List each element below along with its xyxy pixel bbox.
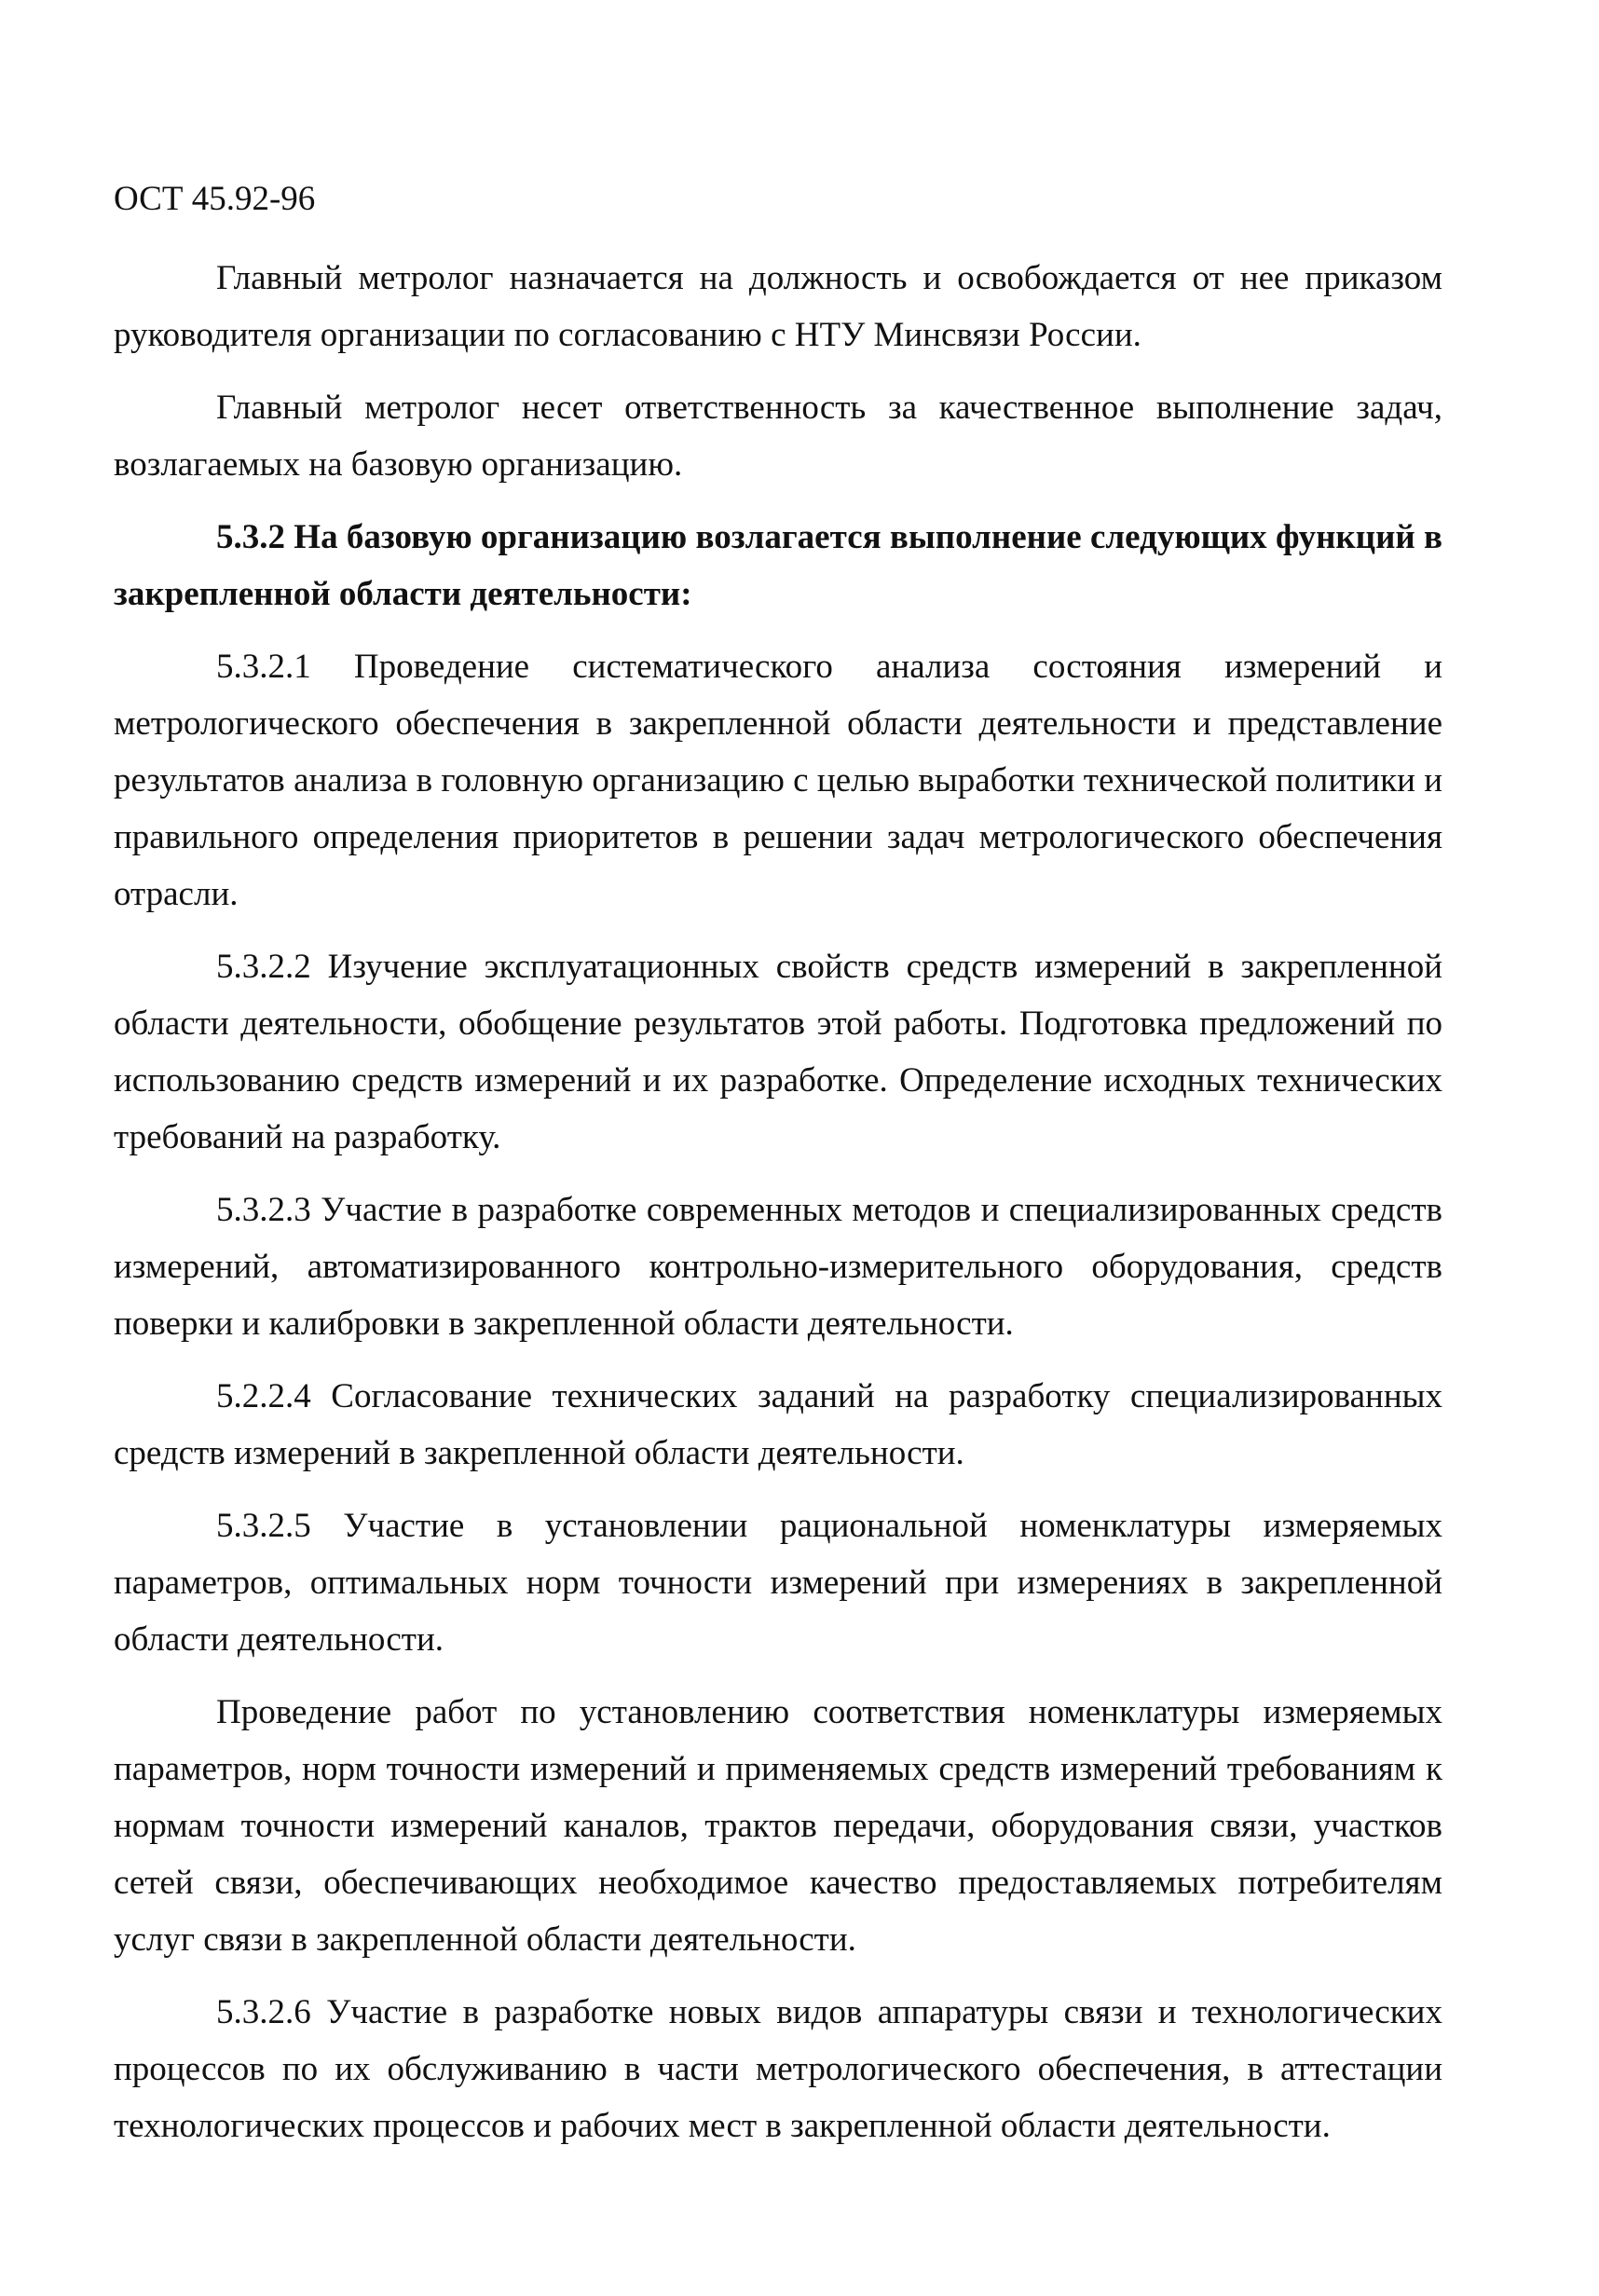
- document-code-header: ОСТ 45.92-96: [114, 180, 316, 218]
- paragraph-5-3-2-1: 5.3.2.1 Проведение систематического анализа состояния измерений и метрологического обеспечения в закрепленной области деятельности и представление результатов анализа в головную организацию с целью выработки технической политики и правильного определения приоритетов в решении задач метрологического обеспечения отрасли.: [114, 648, 1442, 913]
- paragraph-chief-metrologist-appointment: Главный метролог назначается на должность и освобождается от нее приказом руководителя организации по согласованию с НТУ Минсвязи России.: [114, 259, 1442, 354]
- paragraph-conformity-works: Проведение работ по установлению соответствия номенклатуры измеряемых параметров, норм точности измерений и применяемых средств измерений требованиям к нормам точности измерений каналов, трактов передачи, оборудования связи, участков сетей связи, обеспечивающих необходимое качество предоставляемых потребителям услуг связи в закрепленной области деятельности.: [114, 1693, 1442, 1959]
- paragraph-5-3-2-6: 5.3.2.6 Участие в разработке новых видов аппаратуры связи и технологических процессов по их обслуживанию в части метрологического обеспечения, в аттестации технологических процессов и рабочих мест в закрепленной области деятельности.: [114, 1993, 1442, 2145]
- document-body: [114, 250, 1442, 2170]
- paragraph-chief-metrologist-responsibility: Главный метролог несет ответственность за качественное выполнение задач, возлагаемых на базовую организацию.: [114, 389, 1442, 484]
- paragraph-5-3-2-2: 5.3.2.2 Изучение эксплуатационных свойств средств измерений в закрепленной области деятельности, обобщение результатов этой работы. Подготовка предложений по использованию средств измерений и их разработке. Определение исходных технических требований на разработку.: [114, 948, 1442, 1156]
- paragraph-5-2-2-4: 5.2.2.4 Согласование технических заданий на разработку специализированных средств измерений в закрепленной области деятельности.: [114, 1377, 1442, 1472]
- section-5-3-2-heading: 5.3.2 На базовую организацию возлагается выполнение следующих функций в закрепленной области деятельности:: [114, 518, 1442, 613]
- paragraph-5-3-2-5: 5.3.2.5 Участие в установлении рациональной номенклатуры измеряемых параметров, оптимальных норм точности измерений при измерениях в закрепленной области деятельности.: [114, 1507, 1442, 1659]
- paragraph-5-3-2-3: 5.3.2.3 Участие в разработке современных методов и специализированных средств измерений, автоматизированного контрольно-измерительного оборудования, средств поверки и калибровки в закрепленной области деятельности.: [114, 1191, 1442, 1343]
